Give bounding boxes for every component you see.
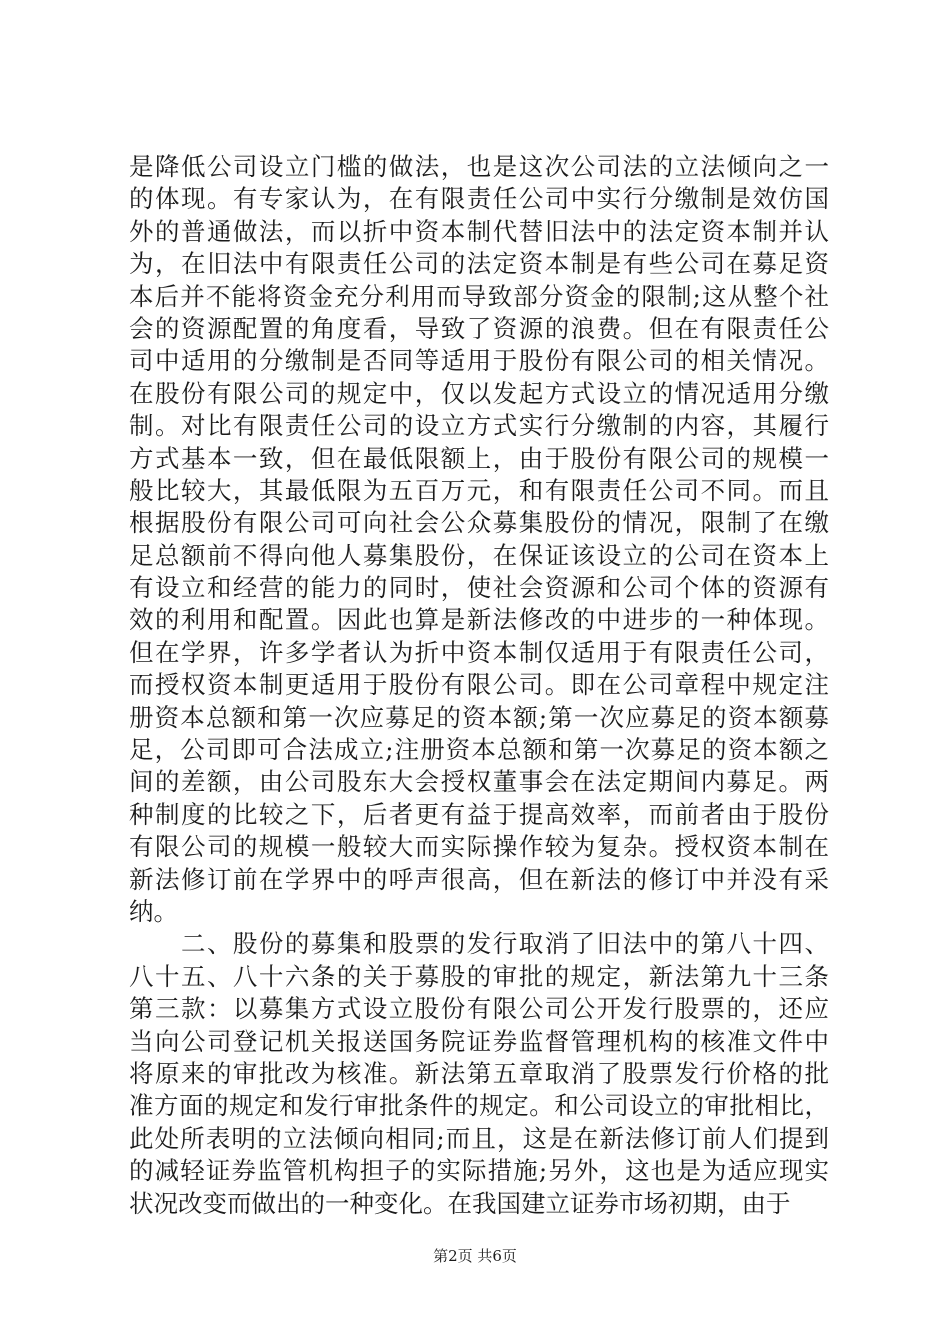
- text-line: 有设立和经营的能力的同时，使社会资源和公司个体的资源有: [129, 573, 829, 603]
- text-line: 足，公司即可合法成立;注册资本总额和第一次募足的资本额之: [129, 735, 829, 765]
- text-line: 在股份有限公司的规定中，仅以发起方式设立的情况适用分缴: [129, 378, 829, 408]
- text-line: 二、股份的募集和股票的发行取消了旧法中的第八十四、: [129, 929, 829, 959]
- text-line: 司中适用的分缴制是否同等适用于股份有限公司的相关情况。: [129, 346, 829, 376]
- text-line: 将原来的审批改为核准。新法第五章取消了股票发行价格的批: [129, 1058, 829, 1088]
- text-line: 八十五、八十六条的关于募股的审批的规定，新法第九十三条: [129, 961, 829, 991]
- text-line: 足总额前不得向他人募集股份，在保证该设立的公司在资本上: [129, 540, 829, 570]
- text-line: 状况改变而做出的一种变化。在我国建立证券市场初期，由于: [129, 1188, 791, 1218]
- text-line: 纳。: [129, 896, 178, 926]
- text-line: 但在学界，许多学者认为折中资本制仅适用于有限责任公司，: [129, 637, 829, 667]
- text-line: 根据股份有限公司可向社会公众募集股份的情况，限制了在缴: [129, 508, 829, 538]
- text-line: 制。对比有限责任公司的设立方式实行分缴制的内容，其履行: [129, 411, 829, 441]
- text-line: 第三款：以募集方式设立股份有限公司公开发行股票的，还应: [129, 994, 829, 1024]
- text-line: 有限公司的规模一般较大而实际操作较为复杂。授权资本制在: [129, 832, 829, 862]
- text-line: 准方面的规定和发行审批条件的规定。和公司设立的审批相比，: [129, 1091, 829, 1121]
- text-line: 是降低公司设立门槛的做法，也是这次公司法的立法倾向之一: [129, 152, 829, 181]
- text-line: 间的差额，由公司股东大会授权董事会在法定期间内募足。两: [129, 767, 829, 797]
- text-line: 的减轻证券监管机构担子的实际措施;另外，这也是为适应现实: [129, 1156, 829, 1186]
- text-line: 般比较大，其最低限为五百万元，和有限责任公司不同。而且: [129, 475, 829, 505]
- text-line: 会的资源配置的角度看，导致了资源的浪费。但在有限责任公: [129, 313, 829, 343]
- text-line: 新法修订前在学界中的呼声很高，但在新法的修订中并没有采: [129, 864, 829, 894]
- text-line: 为，在旧法中有限责任公司的法定资本制是有些公司在募足资: [129, 249, 829, 279]
- text-line: 方式基本一致，但在最低限额上，由于股份有限公司的规模一: [129, 443, 829, 473]
- page-footer: 第2页 共6页: [433, 1247, 517, 1265]
- text-line: 的体现。有专家认为，在有限责任公司中实行分缴制是效仿国: [129, 184, 829, 214]
- text-line: 本后并不能将资金充分利用而导致部分资金的限制;这从整个社: [129, 281, 829, 311]
- text-line: 效的利用和配置。因此也算是新法修改的中进步的一种体现。: [129, 605, 829, 635]
- text-line: 种制度的比较之下，后者更有益于提高效率，而前者由于股份: [129, 799, 829, 829]
- text-line: 当向公司登记机关报送国务院证券监督管理机构的核准文件中: [129, 1026, 829, 1056]
- text-line: 此处所表明的立法倾向相同;而且，这是在新法修订前人们提到: [129, 1123, 829, 1153]
- text-line: 而授权资本制更适用于股份有限公司。即在公司章程中规定注: [129, 670, 829, 700]
- text-line: 外的普通做法，而以折中资本制代替旧法中的法定资本制并认: [129, 216, 829, 246]
- text-line: 册资本总额和第一次应募足的资本额;第一次应募足的资本额募: [129, 702, 829, 732]
- body-text: [129, 151, 829, 1220]
